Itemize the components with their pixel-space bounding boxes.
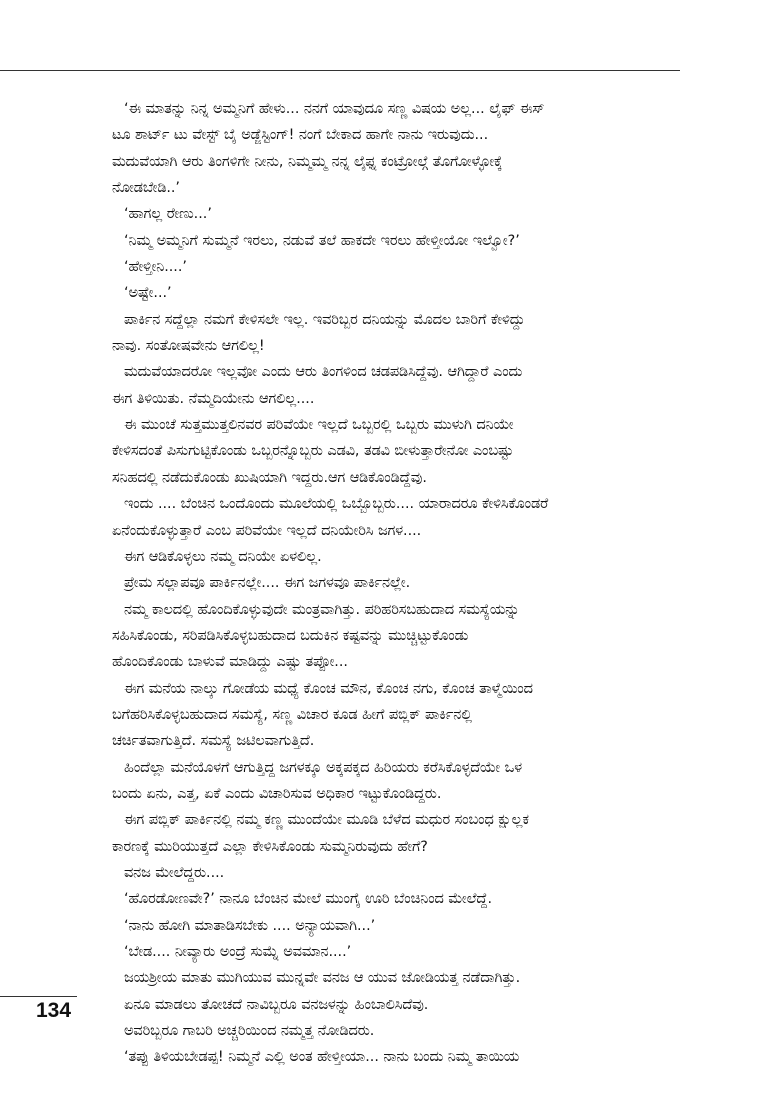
folio-rule [0, 996, 77, 997]
text-line: ನೋಡಬೇಡಿ..’ [112, 180, 180, 197]
text-line: ‘ಅಷ್ಟೇ...’ [124, 285, 172, 302]
text-line: ಈಗ ಪಬ್ಲಿಕ್ ಪಾರ್ಕಿನಲ್ಲಿ ನಮ್ಮ ಕಣ್ಣ ಮುಂದೆಯೇ ಮೂಡಿ ಬೆಳೆದ ಮಧುರ ಸಂಬಂಧ ಕ್ಷುಲ್ಲಕ [124, 812, 529, 829]
text-line: ‘ಈ ಮಾತನ್ನು ನಿನ್ನ ಅಮ್ಮನಿಗೆ ಹೇಳು... ನನಗೆ ಯಾವುದೂ ಸಣ್ಣ ವಿಷಯ ಅಲ್ಲ... ಲೈಫ್ ಈಸ್ [124, 101, 545, 117]
text-line: ‘ನಿಮ್ಮ ಅಮ್ಮನಿಗೆ ಸುಮ್ಮನೆ ಇರಲು, ನಡುವೆ ತಲೆ ಹಾಕದೇ ಇರಲು ಹೇಳ್ತೀಯೋ ಇಲ್ವೋ?’ [124, 232, 520, 249]
text-line: ಈಗ ಆಡಿಕೊಳ್ಳಲು ನಮ್ಮ ದನಿಯೇ ಏಳಲಿಲ್ಲ. [124, 548, 322, 565]
text-line: ವನಜ ಮೇಲೆದ್ದರು.... [124, 864, 225, 881]
text-line: ‘ಹಾಗಲ್ಲ ರೇಣು...’ [124, 206, 212, 223]
text-line: ಪಾರ್ಕಿನ ಸದ್ದೆಲ್ಲಾ ನಮಗೆ ಕೇಳಿಸಲೇ ಇಲ್ಲ. ಇವರಿಬ್ಬರ ದನಿಯನ್ನು ಮೊದಲ ಬಾರಿಗೆ ಕೇಳಿದ್ದು [124, 311, 525, 328]
text-line: ಈಗ ತಿಳಿಯಿತು. ನೆಮ್ಮದಿಯೇನು ಆಗಲಿಲ್ಲ.... [112, 390, 315, 407]
body-text [112, 96, 682, 1071]
text-line: ‘ಹೇಳ್ತೀನಿ....’ [124, 259, 187, 276]
text-line: ಪ್ರೇಮ ಸಲ್ಲಾಪವೂ ಪಾರ್ಕಿನಲ್ಲೇ.... ಈಗ ಜಗಳವೂ ಪಾರ್ಕಿನಲ್ಲೇ. [124, 575, 411, 592]
text-line: ಬಗೆಹರಿಸಿಕೊಳ್ಳಬಹುದಾದ ಸಮಸ್ಯೆ, ಸಣ್ಣ ವಿಚಾರ ಕೂಡ ಹೀಗೆ ಪಬ್ಲಿಕ್ ಪಾರ್ಕಿನಲ್ಲಿ [112, 706, 473, 723]
text-line: ಮದುವೆಯಾಗಿ ಆರು ತಿಂಗಳಿಗೇ ನೀನು, ನಿಮ್ಮಮ್ಮ ನನ್ನ ಲೈಫ್ನ ಕಂಟ್ರೋಲ್ಗೆ ತೊಗೋಳ್ಳೋಕ್ಕೆ [112, 153, 503, 170]
text-line: ಇಂದು .... ಬೆಂಚಿನ ಒಂದೊಂದು ಮೂಲೆಯಲ್ಲಿ ಒಬ್ಬೊಬ್ಬರು.... ಯಾರಾದರೂ ಕೇಳಿಸಿಕೊಂಡರೆ [124, 496, 549, 513]
text-line: ಕೇಳಿಸದಂತೆ ಪಿಸುಗುಟ್ಟಿಕೊಂಡು ಒಬ್ಬರನ್ನೊಬ್ಬರು ಎಡವಿ, ತಡವಿ ಬೀಳುತ್ತಾರೇನೋ ಎಂಬಷ್ಟು [112, 443, 514, 460]
page-number: 134 [36, 999, 72, 1022]
text-line: ಏನೆಂದುಕೊಳ್ಳುತ್ತಾರೆ ಎಂಬ ಪರಿವೆಯೇ ಇಲ್ಲದೆ ದನಿಯೇರಿಸಿ ಜಗಳ.... [112, 522, 422, 539]
text-line: ಜಯಶ್ರೀಯ ಮಾತು ಮುಗಿಯುವ ಮುನ್ನವೇ ವನಜ ಆ ಯುವ ಜೋಡಿಯತ್ತ ನಡೆದಾಗಿತ್ತು. [124, 970, 521, 987]
text-line: ಟೂ ಶಾರ್ಟ್ ಟು ವೇಸ್ಟ್ ಬೈ ಅಡ್ಜೆಸ್ಟಿಂಗ್! ನಂಗೆ ಬೇಕಾದ ಹಾಗೇ ನಾನು ಇರುವುದು... [112, 127, 489, 144]
text-line: ‘ತಪ್ಪು ತಿಳಿಯಬೇಡಪ್ಪ! ನಿಮ್ಮನೆ ಎಲ್ಲಿ ಅಂತ ಹೇಳ್ತೀಯಾ... ನಾನು ಬಂದು ನಿಮ್ಮ ತಾಯಿಯ [124, 1049, 520, 1066]
text-line: ಅವರಿಬ್ಬರೂ ಗಾಬರಿ ಅಚ್ಚರಿಯಿಂದ ನಮ್ಮತ್ತ ನೋಡಿದರು. [124, 1023, 375, 1040]
top-rule [0, 70, 680, 71]
text-line: ಸನಿಹದಲ್ಲಿ ನಡೆದುಕೊಂಡು ಖುಷಿಯಾಗಿ ಇದ್ದರು.ಆಗ ಆಡಿಕೊಂಡಿದ್ದೆವು. [112, 469, 427, 486]
text-line: ‘ಹೊರಡೋಣವೇ?’ ನಾನೂ ಬೆಂಚಿನ ಮೇಲೆ ಮುಂಗೈ ಊರಿ ಬೆಂಚಿನಿಂದ ಮೇಲೆದ್ದೆ. [124, 891, 493, 908]
text-line: ನಾವು. ಸಂತೋಷವೇನು ಆಗಲಿಲ್ಲ! [112, 338, 265, 355]
text-line: ಈ ಮುಂಚೆ ಸುತ್ತಮುತ್ತಲಿನವರ ಪರಿವೆಯೇ ಇಲ್ಲದೆ ಒಬ್ಬರಲ್ಲಿ ಒಬ್ಬರು ಮುಳುಗಿ ದನಿಯೇ [124, 417, 514, 434]
text-line: ಏನೂ ಮಾಡಲು ತೋಚದೆ ನಾವಿಬ್ಬರೂ ವನಜಳನ್ನು ಹಿಂಬಾಲಿಸಿದೆವು. [124, 996, 429, 1013]
text-line: ‘ಬೇಡ.... ನೀವ್ಯಾರು ಅಂದ್ರೆ ಸುಮ್ನೆ ಅವಮಾನ....’ [124, 944, 352, 960]
text-line: ಚರ್ಚಿತವಾಗುತ್ತಿದೆ. ಸಮಸ್ಯೆ ಜಟಿಲವಾಗುತ್ತಿದೆ. [112, 733, 315, 750]
text-line: ‘ನಾನು ಹೋಗಿ ಮಾತಾಡಿಸಬೇಕು .... ಅನ್ಯಾಯವಾಗಿ...’ [124, 917, 376, 934]
text-line: ನಮ್ಮ ಕಾಲದಲ್ಲಿ ಹೊಂದಿಕೊಳ್ಳುವುದೇ ಮಂತ್ರವಾಗಿತ್ತು. ಪರಿಹರಿಸಬಹುದಾದ ಸಮಸ್ಯೆಯನ್ನು [124, 601, 520, 618]
text-line: ಬಂದು ಏನು, ಎತ್ತ, ಏಕೆ ಎಂದು ವಿಚಾರಿಸುವ ಅಧಿಕಾರ ಇಟ್ಟುಕೊಂಡಿದ್ದರು. [112, 785, 442, 802]
text-line: ಮದುವೆಯಾದರೋ ಇಲ್ಲವೋ ಎಂದು ಆರು ತಿಂಗಳಿಂದ ಚಡಪಡಿಸಿದ್ದೆವು. ಆಗಿದ್ದಾರೆ ಎಂದು [124, 364, 523, 381]
text-line: ಕಾರಣಕ್ಕೆ ಮುರಿಯುತ್ತದೆ ಎಲ್ಲಾ ಕೇಳಿಸಿಕೊಂಡು ಸುಮ್ಮನಿರುವುದು ಹೇಗೆ? [112, 838, 428, 855]
text-line: ಹೊಂದಿಕೊಂಡು ಬಾಳುವೆ ಮಾಡಿದ್ದು ಎಷ್ಟು ತಪ್ಪೋ... [112, 654, 348, 671]
text-line: ಸಹಿಸಿಕೊಂಡು, ಸರಿಪಡಿಸಿಕೊಳ್ಳಬಹುದಾದ ಬದುಕಿನ ಕಷ್ಟವನ್ನು ಮುಚ್ಚಿಟ್ಟುಕೊಂಡು [112, 627, 469, 644]
text-line: ಹಿಂದೆಲ್ಲಾ ಮನೆಯೊಳಗೆ ಆಗುತ್ತಿದ್ದ ಜಗಳಕ್ಕೂ ಅಕ್ಕಪಕ್ಕದ ಹಿರಿಯರು ಕರೆಸಿಕೊಳ್ಳದೆಯೇ ಒಳ [124, 759, 522, 776]
text-line: ಈಗ ಮನೆಯ ನಾಲ್ಕು ಗೋಡೆಯ ಮಧ್ಯೆ ಕೊಂಚ ಮೌನ, ಕೊಂಚ ನಗು, ಕೊಂಚ ತಾಳ್ಮೆಯಿಂದ [124, 680, 533, 697]
